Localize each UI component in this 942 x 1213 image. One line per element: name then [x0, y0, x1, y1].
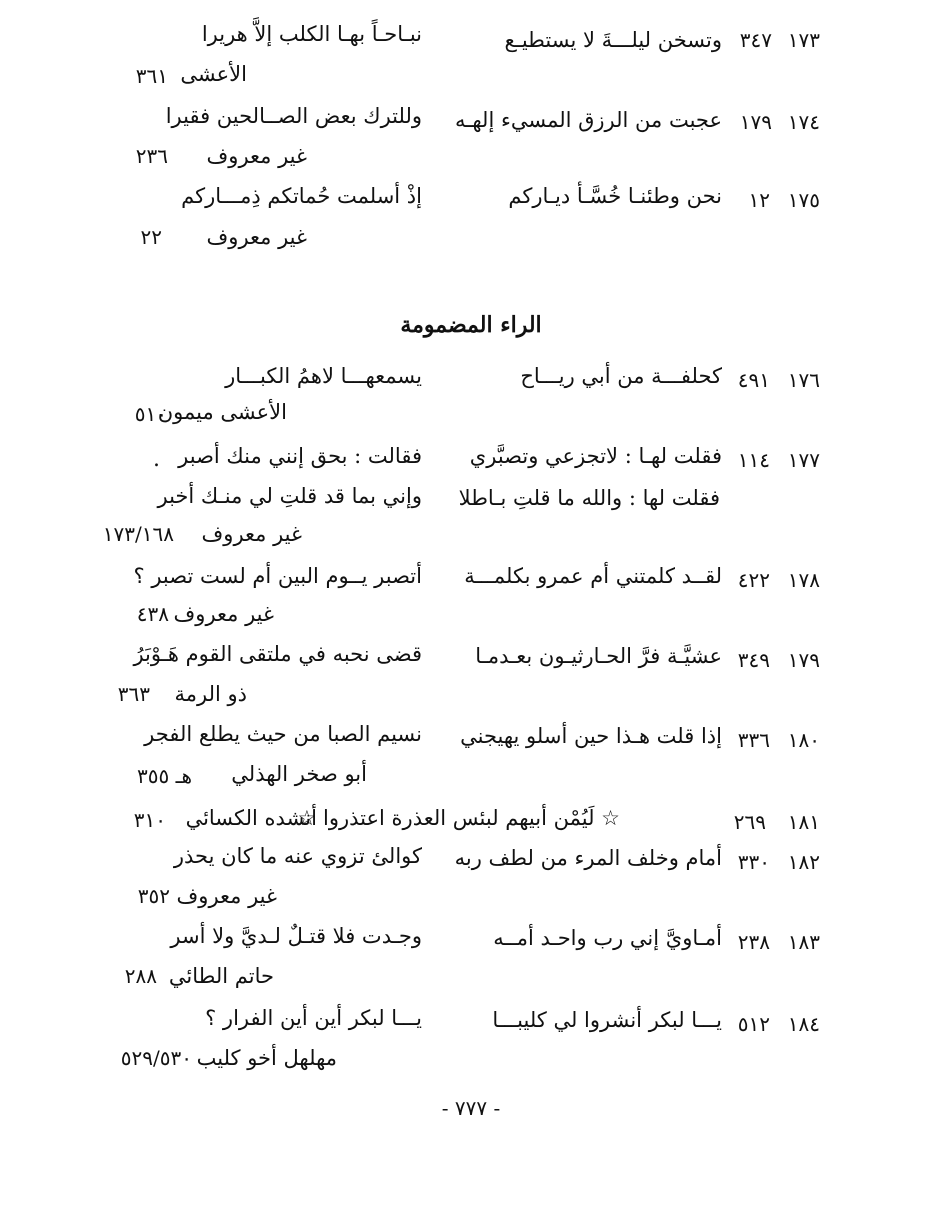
- hemistich-second: إذْ أسلمت حُماتكم ذِمـــاركم: [181, 184, 422, 208]
- page-number: - ٧٧٧ -: [441, 1096, 501, 1120]
- entry-number: ١٧٦: [787, 368, 820, 392]
- poet-name: ذو الرمة: [174, 682, 247, 706]
- entry-number: ١٧٨: [787, 568, 820, 592]
- hemistich-first: أمـاويَّ إني رب واحـد أمــه: [493, 926, 722, 950]
- hemistich-first: أمام وخلف المرء من لطف ربه: [454, 846, 722, 870]
- page-ref: ١٧٩: [739, 110, 772, 134]
- poet-name: أبو صخر الهذلي: [231, 762, 367, 786]
- page-ref: ٣٣٦: [737, 728, 770, 752]
- poet-name: غير معروف: [173, 602, 274, 626]
- page-ref: ٣٣٠: [737, 850, 770, 874]
- page-ref: ٢٣٨: [737, 930, 770, 954]
- page-ref: ١٢: [748, 188, 770, 212]
- poet-name: حاتم الطائي: [168, 964, 274, 988]
- hemistich-first-2: فقلت لها : والله ما قلتِ بـاطلا: [458, 486, 720, 510]
- page-ref: ٤٢٢: [737, 568, 770, 592]
- source-ref: ٣٦١: [135, 64, 168, 88]
- source-ref: ٣٥٢: [137, 884, 170, 908]
- poet-name: غير معروف: [201, 522, 302, 546]
- poet-name: غير معروف: [206, 225, 307, 249]
- source-ref: ٢٣٦: [135, 144, 168, 168]
- entry-number: ١٨١: [787, 810, 820, 834]
- hemistich-second: كوالئ تزوي عنه ما كان يحذر: [173, 844, 422, 868]
- source-ref: هـ ٣٥٥: [137, 764, 192, 788]
- entry-number: ١٧٣: [787, 28, 820, 52]
- hemistich-single: ☆ لَيُمْن أبيهم لبئس العذرة اعتذروا ☆: [297, 806, 620, 830]
- entry-number: ١٨٠: [787, 728, 820, 752]
- source-ref: ٤٣٨: [136, 602, 169, 626]
- entry-number: ١٧٩: [787, 648, 820, 672]
- hemistich-second: يـــا لبكر أين أين الفرار ؟: [205, 1006, 422, 1030]
- hemistich-first: يـــا لبكر أنشروا لي كليبـــا: [492, 1008, 722, 1032]
- hemistich-second: نسيم الصبا من حيث يطلع الفجر: [144, 722, 422, 746]
- entry-number: ١٧٧: [787, 448, 820, 472]
- section-heading: الراء المضمومة: [400, 312, 542, 338]
- source-ref: ٢٨٨: [124, 964, 157, 988]
- hemistich-second: نبـاحـاً بهـا الكلب إلاَّ هريرا: [201, 22, 422, 46]
- hemistich-second: يسمعهـــا لاهمُ الكبـــار: [225, 364, 422, 388]
- poet-name: أنشده الكسائي: [185, 806, 317, 830]
- entry-number: ١٨٣: [787, 930, 820, 954]
- page-ref: ٣٤٩: [737, 648, 770, 672]
- page-ref: ٤٩١: [737, 368, 770, 392]
- poet-name: غير معروف: [206, 144, 307, 168]
- hemistich-first: كحلفـــة من أبي ريـــاح: [520, 364, 722, 388]
- poet-name: الأعشى: [180, 62, 247, 86]
- entry-number: ١٨٤: [787, 1012, 820, 1036]
- hemistich-first: عشيَّـة فرَّ الحـارثيـون بعـدمـا: [475, 644, 722, 668]
- page-ref: ٣٤٧: [739, 28, 772, 52]
- entry-number: ١٨٢: [787, 850, 820, 874]
- hemistich-first: وتسخن ليلـــةَ لا يستطيـع: [504, 28, 722, 52]
- source-ref: ٢٢: [140, 225, 162, 249]
- hemistich-second: قضى نحبه في ملتقى القوم هَـوْبَرُ: [133, 642, 422, 666]
- hemistich-first: إذا قلت هـذا حين أسلو يهيجني: [460, 724, 722, 748]
- hemistich-second: أتصبر يــوم البين أم لست تصبر ؟: [133, 564, 422, 588]
- poet-name: غير معروف: [176, 884, 277, 908]
- hemistich-second: وجـدت فلا قتـلٌ لـديَّ ولا أسر: [170, 924, 422, 948]
- hemistich-second-2: وإني بما قد قلتِ لي منـك أخبر: [157, 484, 422, 508]
- page-ref: ١١٤: [737, 448, 770, 472]
- poet-name: مهلهل أخو كليب: [196, 1046, 337, 1070]
- entry-number: ١٧٤: [787, 110, 820, 134]
- source-ref: ٣١٠: [133, 808, 166, 832]
- poet-name: الأعشى ميمون: [157, 400, 287, 424]
- source-ref: ٥٢٩/٥٣٠: [120, 1046, 192, 1070]
- hemistich-first: نحن وطئنـا خُسَّـأ ديـاركم: [508, 184, 722, 208]
- source-ref: ١٧٣/١٦٨: [102, 522, 174, 546]
- page-ref: ٥١٢: [737, 1012, 770, 1036]
- hemistich-first: عجبت من الرزق المسيء إلهـه: [454, 108, 722, 132]
- stray-mark: .: [153, 447, 160, 472]
- hemistich-first: لقــد كلمتني أم عمرو بكلمـــة: [464, 564, 722, 588]
- entry-number: ١٧٥: [787, 188, 820, 212]
- source-ref: ٥١٠: [134, 402, 167, 426]
- page-ref: ٢٦٩: [733, 810, 766, 834]
- hemistich-second: وللترك بعض الصــالحين فقيرا: [165, 104, 422, 128]
- hemistich-second: فقالت : بحق إنني منك أصبر: [178, 444, 422, 468]
- source-ref: ٣٦٣: [117, 682, 150, 706]
- hemistich-first: فقلت لهـا : لاتجزعي وتصبَّري: [469, 444, 722, 468]
